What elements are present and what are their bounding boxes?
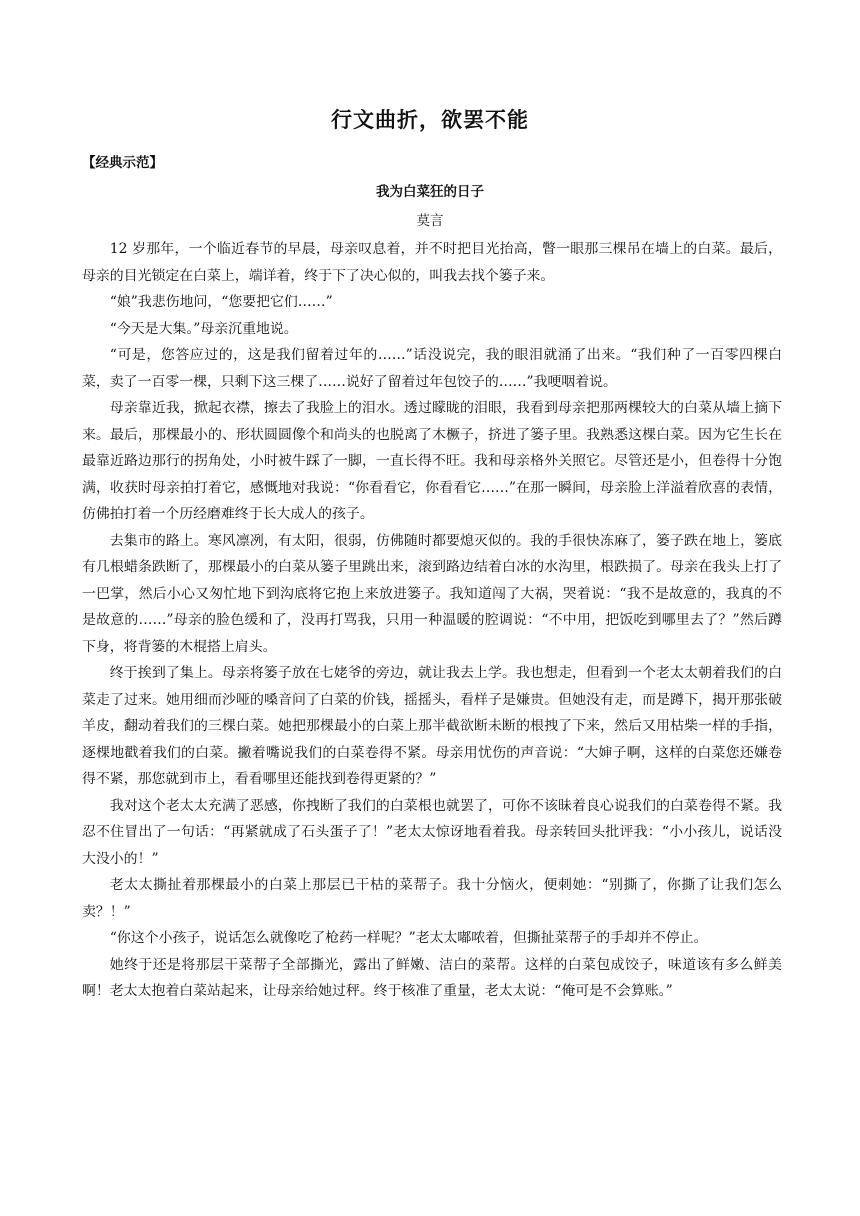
paragraph: “娘”我悲伤地问，“您要把它们……” — [109, 294, 333, 310]
section-label: 【经典示范】 — [82, 155, 163, 171]
paragraph: 我对这个老太太充满了恶感，你拽断了我们的白菜根也就罢了，可你不该昧着良心说我们的白菜卷得不紧。我忍不住冒出了一句话：“再紧就成了石头蛋子了！”老太太惊讶地看着我。母亲转回头批评我：“小小孩儿，说话没大没小的！” — [82, 797, 782, 867]
article-title: 我为白菜狂的日子 — [376, 184, 484, 200]
paragraph: “你这个小孩子，说话怎么就像吃了枪药一样呢？”老太太嘟哝着，但撕扯菜帮子的手却并不停止。 — [109, 930, 708, 946]
article-body — [82, 236, 782, 1005]
paragraph: 老太太撕扯着那棵最小的白菜上那层已干枯的菜帮子。我十分恼火，便刺她：“别撕了，你撕了让我们怎么卖？！” — [82, 877, 782, 920]
paragraph: 她终于还是将那层干菜帮子全部撕光，露出了鲜嫩、洁白的菜帮。这样的白菜包成饺子，味道该有多么鲜美啊！老太太抱着白菜站起来，让母亲给她过秤。终于核准了重量，老太太说：“俺可是不会算账。” — [82, 956, 782, 999]
paragraph: “可是，您答应过的，这是我们留着过年的……”话没说完，我的眼泪就涌了出来。“我们种了一百零四棵白菜，卖了一百零一棵，只剩下这三棵了……说好了留着过年包饺子的……”我哽咽着说。 — [82, 347, 782, 390]
paragraph: 终于挨到了集上。母亲将篓子放在七姥爷的旁边，就让我去上学。我也想走，但看到一个老太太朝着我们的白菜走了过来。她用细而沙哑的嗓音问了白菜的价钱，摇摇头，看样子是嫌贵。但她没有走，而是蹲下，揭开那张破羊皮，翻动着我们的三棵白菜。她把那棵最小的白菜上那半截欲断未断的根拽了下来，然后又用枯柴一样的手指，逐棵地戳着我们的白菜。撇着嘴说我们的白菜卷得不紧。母亲用忧伤的声音说：“大婶子啊，这样的白菜您还嫌卷得不紧，那您就到市上，看看哪里还能找到卷得更紧的？” — [82, 665, 782, 787]
document-title: 行文曲折，欲罢不能 — [331, 108, 529, 132]
paragraph: 母亲靠近我，掀起衣襟，擦去了我脸上的泪水。透过矇眬的泪眼，我看到母亲把那两棵较大的白菜从墙上摘下来。最后，那棵最小的、形状圆圆像个和尚头的也脱离了木橛子，挤进了篓子里。我熟悉这棵白菜。因为它生长在最靠近路边那行的拐角处，小时被牛踩了一脚，一直长得不旺。我和母亲格外关照它。尽管还是小，但卷得十分饱满，收获时母亲拍打着它，感慨地对我说：“你看看它，你看看它……”在那一瞬间，母亲脸上洋溢着欣喜的表情，仿佛拍打着一个历经磨难终于长大成人的孩子。 — [82, 400, 782, 522]
paragraph: 去集市的路上。寒风凛冽，有太阳，很弱，仿佛随时都要熄灭似的。我的手很快冻麻了，篓子跌在地上，篓底有几根蜡条跌断了，那棵最小的白菜从篓子里跳出来，滚到路边结着白冰的水沟里，根跌损了。母亲在我头上打了一巴掌，然后小心又匆忙地下到沟底将它抱上来放进篓子。我知道闯了大祸，哭着说：“我不是故意的，我真的不是故意的……”母亲的脸色缓和了，没再打骂我，只用一种温暖的腔调说：“不中用，把饭吃到哪里去了？”然后蹲下身，将背篓的木棍搭上肩头。 — [82, 532, 782, 655]
paragraph: “今天是大集。”母亲沉重地说。 — [109, 320, 298, 337]
paragraph: 12 岁那年，一个临近春节的早晨，母亲叹息着，并不时把目光抬高，瞥一眼那三棵吊在墙上的白菜。最后，母亲的目光锁定在白菜上，端详着，终于下了决心似的，叫我去找个篓子来。 — [82, 241, 782, 284]
article-author: 莫言 — [416, 213, 444, 229]
